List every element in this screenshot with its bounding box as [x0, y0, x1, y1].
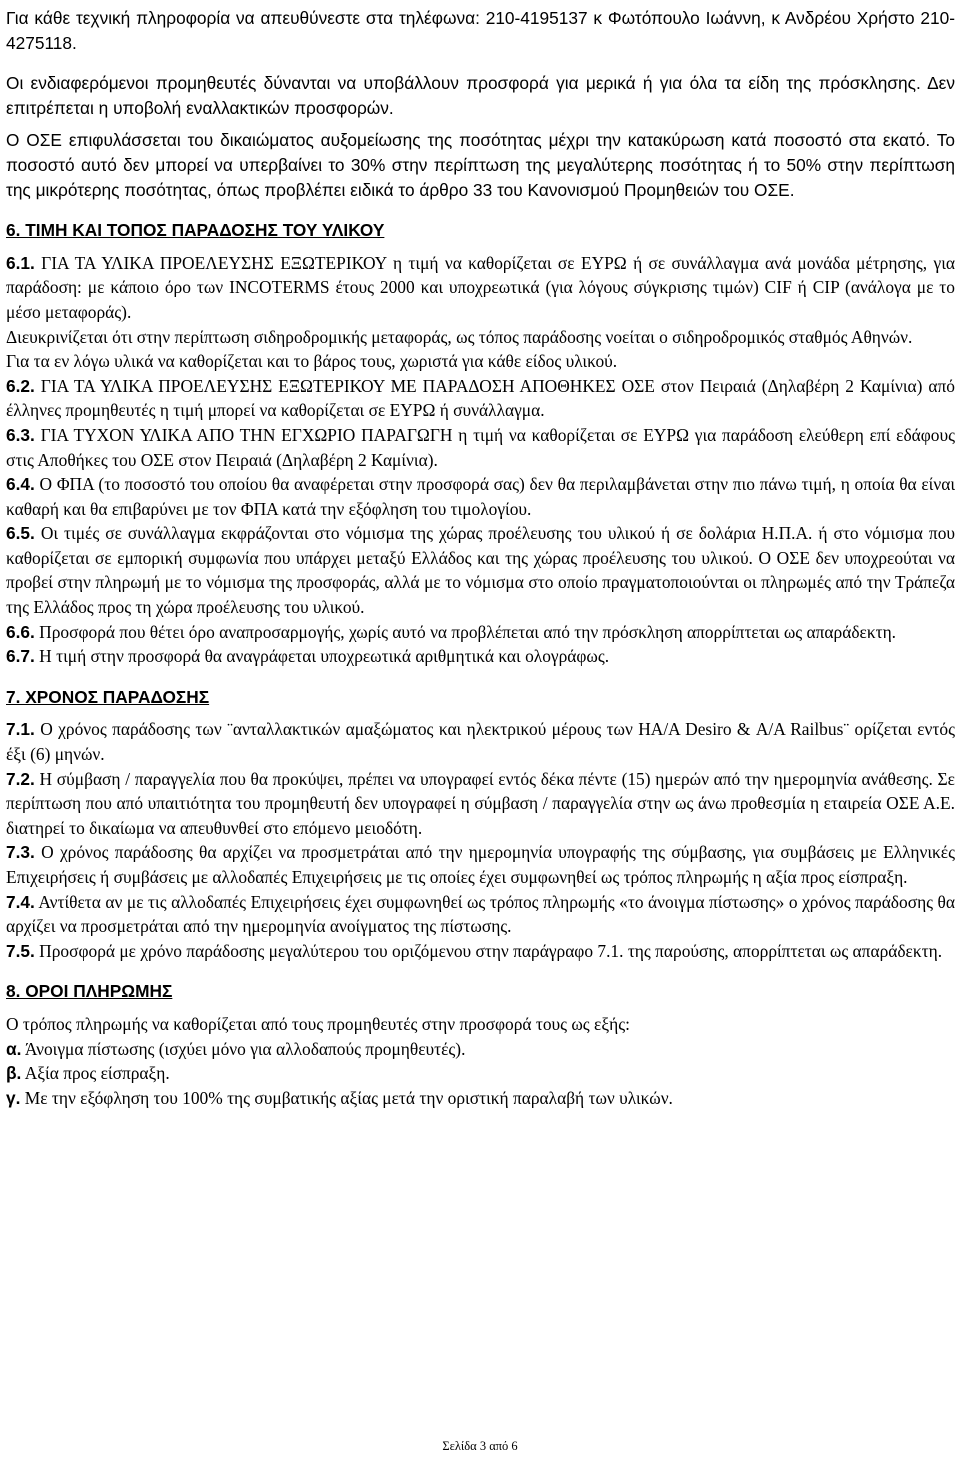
paragraph-7-4 — [6, 890, 955, 939]
option-text: Αξία προς είσπραξη. — [21, 1063, 170, 1084]
paragraph-number: 7.2. — [6, 768, 35, 789]
section-8-title: 8. ΟΡΟΙ ΠΛΗΡΩΜΗΣ — [6, 981, 173, 1002]
paragraph-6-4 — [6, 472, 955, 521]
page-number-footer: Σελίδα 3 από 6 — [442, 1439, 518, 1453]
paragraph-text: Ο χρόνος παράδοσης θα αρχίζει να προσμετράται από την ημερομηνία υπογραφής της σύμβασης, για συμβάσεις με Ελληνικές Επιχειρήσεις ή συμβάσεις με αλλοδαπές Επιχειρήσεις με τις οποίες έχει συμφωνηθεί ως τρόπος πληρωμής η αξία προς είσπραξη. — [6, 842, 955, 887]
paragraph-6-5 — [6, 521, 955, 619]
section-8-intro: Ο τρόπος πληρωμής να καθορίζεται από τους προμηθευτές στην προσφορά τους ως εξής: — [6, 1013, 630, 1034]
paragraph-7-1 — [6, 717, 955, 766]
paragraph-text: Ο χρόνος παράδοσης των ¨ανταλλακτικών αμαξώματος και ηλεκτρικού μέρους των ΗΑ/Α Desiro & Α/Α Railbus¨ ορίζεται εντός έξι (6) μηνών. — [6, 719, 955, 765]
option-text: Με την εξόφληση του 100% της συμβατικής αξίας μετά την οριστική παραλαβή των υλικών. — [20, 1087, 673, 1108]
paragraph-7-3 — [6, 840, 955, 889]
paragraph-text: Οι τιμές σε συνάλλαγμα εκφράζονται στο νόμισμα της χώρας προέλευσης του υλικού ή σε δολάρια Η.Π.Α. ή στο νόμισμα που καθορίζεται σε εμπορική συμφωνία που υπάρχει μεταξύ Ελλάδος και της χώρας προέλευσης του υλικού. Ο ΟΣΕ δεν υποχρεούται να προβεί στην πληρωμή με το νόμισμα της προσφοράς, αλλά με το νόμισμα στο οποίο πραγματοποιούνται οι πληρωμές από την Τράπεζα της Ελλάδος προς τη χώρα προέλευσης του υλικού. — [6, 523, 955, 618]
paragraph-6-6 — [6, 620, 955, 645]
paragraph-number: 6.3. — [6, 424, 35, 445]
paragraph-text: Προσφορά που θέτει όρο αναπροσαρμογής, χωρίς αυτό να προβλέπεται από την πρόσκληση απορρίπτεται ως απαράδεκτη. — [34, 621, 897, 642]
paragraph-text: ΓΙΑ ΤΑ ΥΛΙΚΑ ΠΡΟΕΛΕΥΣΗΣ ΕΞΩΤΕΡΙΚΟΥ ΜΕ ΠΑΡΑΔΟΣΗ ΑΠΟΘΗΚΕΣ ΟΣΕ στον Πειραιά (Δηλαβέρη 2 Καμίνια) από έλληνες προμηθευτές η τιμή μπορεί να καθορίζεται σε ΕΥΡΩ ή συνάλλαγμα. — [6, 375, 955, 421]
option-letter: γ. — [6, 1087, 21, 1108]
section-7-title: 7. ΧΡΟΝΟΣ ΠΑΡΑΔΟΣΗΣ — [6, 686, 210, 707]
option-letter: α. — [6, 1038, 22, 1059]
paragraph-number: 6.5. — [6, 523, 35, 544]
paragraph-number: 7.1. — [6, 719, 35, 740]
intro-paragraph-2: Ο ΟΣΕ επιφυλάσσεται του δικαιώματος αυξομείωσης της ποσότητας μέχρι την κατακύρωση κατά ποσοστό στα εκατό. Το ποσοστό αυτό δεν μπορεί να υπερβαίνει το 30% στην περίπτωση της μεγαλύτερης ποσότητας ή το 50% στην περίπτωση της μικρότερης ποσότητας, όπως προβλέπει ειδικά το άρθρο 33 του Κανονισμού Προμηθειών του ΟΣΕ. — [6, 130, 955, 200]
paragraph-text: Η τιμή στην προσφορά θα αναγράφεται υποχρεωτικά αριθμητικά και ολογράφως. — [34, 646, 610, 667]
paragraph-number: 7.4. — [6, 891, 35, 912]
contact-info: Για κάθε τεχνική πληροφορία να απευθύνεστε στα τηλέφωνα: 210-4195137 κ Φωτόπουλο Ιωάννη, κ Ανδρέου Χρήστο 210-4275118. — [6, 8, 955, 53]
paragraph-6-7 — [6, 644, 955, 669]
paragraph-number: 6.6. — [6, 621, 35, 642]
paragraph-number: 6.2. — [6, 375, 35, 396]
paragraph-number: 7.3. — [6, 842, 35, 863]
paragraph-number: 7.5. — [6, 940, 35, 961]
paragraph-text: ΓΙΑ ΤΥΧΟΝ ΥΛΙΚΑ ΑΠΟ ΤΗΝ ΕΓΧΩΡΙΟ ΠΑΡΑΓΩΓΗ η τιμή να καθορίζεται σε ΕΥΡΩ για παράδοση ελεύθερη επί εδάφους στις Αποθήκες του ΟΣΕ στον Πειραιά (Δηλαβέρη 2 Καμίνια). — [6, 424, 955, 470]
paragraph-number: 6.1. — [6, 252, 35, 273]
paragraph-text: Αντίθετα αν με τις αλλοδαπές Επιχειρήσεις έχει συμφωνηθεί ως τρόπος πληρωμής «το άνοιγμα πίστωσης» ο χρόνος παράδοσης θα αρχίζει να προσμετράται από την ημερομηνία ανοίγματος της πίστωσης. — [6, 891, 955, 937]
paragraph-6-3 — [6, 423, 955, 472]
intro-paragraph-1: Οι ενδιαφερόμενοι προμηθευτές δύνανται να υποβάλλουν προσφορά για μερικά ή για όλα τα είδη της πρόσκλησης. Δεν επιτρέπεται η υποβολή εναλλακτικών προσφορών. — [6, 73, 955, 118]
document-page — [6, 6, 955, 1110]
paragraph-6-2 — [6, 374, 955, 423]
option-text: Άνοιγμα πίστωσης (ισχύει μόνο για αλλοδαπούς προμηθευτές). — [21, 1038, 466, 1059]
paragraph-7-2 — [6, 767, 955, 841]
payment-option-a — [6, 1037, 955, 1062]
section-6-title: 6. ΤΙΜΗ ΚΑΙ ΤΟΠΟΣ ΠΑΡΑΔΟΣΗΣ ΤΟΥ ΥΛΙΚΟΥ — [6, 220, 385, 241]
paragraph-6-1 — [6, 251, 955, 325]
paragraph-text: Η σύμβαση / παραγγελία που θα προκύψει, πρέπει να υπογραφεί εντός δέκα πέντε (15) ημερών από την ημερομηνία ανάθεσης. Σε περίπτωση που από υπαιτιότητα του προμηθευτή δεν υπογραφεί η σύμβαση / παραγγελία στην ως άνω προθεσμία η εταιρεία ΟΣΕ Α.Ε. διατηρεί το δικαίωμα να απευθυνθεί στο επόμενο μειοδότη. — [6, 768, 955, 838]
paragraph-number: 6.4. — [6, 474, 35, 495]
paragraph-text: Ο ΦΠΑ (το ποσοστό του οποίου θα αναφέρεται στην προσφορά σας) δεν θα περιλαμβάνεται στην πιο πάνω τιμή, η οποία θα είναι καθαρή και θα επιβαρύνει με τον ΦΠΑ κατά την εξόφληση του τιμολογίου. — [6, 474, 955, 519]
paragraph-7-5 — [6, 939, 955, 964]
paragraph-text: ΓΙΑ ΤΑ ΥΛΙΚΑ ΠΡΟΕΛΕΥΣΗΣ ΕΞΩΤΕΡΙΚΟΥ η τιμή να καθορίζεται σε ΕΥΡΩ ή σε συνάλλαγμα ανά μονάδα μέτρησης, για παράδοση: με κάποιο όρο των INCOTERMS έτους 2000 και υποχρεωτικά (για λόγους σύγκρισης τιμών) CIF ή CIP (ανάλογα με το μέσο μεταφοράς). — [6, 252, 955, 322]
payment-option-c — [6, 1086, 955, 1111]
payment-option-b — [6, 1061, 955, 1086]
paragraph-number: 6.7. — [6, 646, 35, 667]
paragraph-text: Προσφορά με χρόνο παράδοσης μεγαλύτερου του οριζόμενου στην παράγραφο 7.1. της παρούσης, απορρίπτεται ως απαράδεκτη. — [34, 940, 943, 961]
option-letter: β. — [6, 1063, 22, 1084]
paragraph-6-1-note-2: Για τα εν λόγω υλικά να καθορίζεται και το βάρος τους, χωριστά για κάθε είδος υλικού. — [6, 351, 618, 372]
paragraph-6-1-note-1: Διευκρινίζεται ότι στην περίπτωση σιδηροδρομικής μεταφοράς, ως τόπος παράδοσης νοείται ο σιδηροδρομικός σταθμός Αθηνών. — [6, 326, 913, 347]
